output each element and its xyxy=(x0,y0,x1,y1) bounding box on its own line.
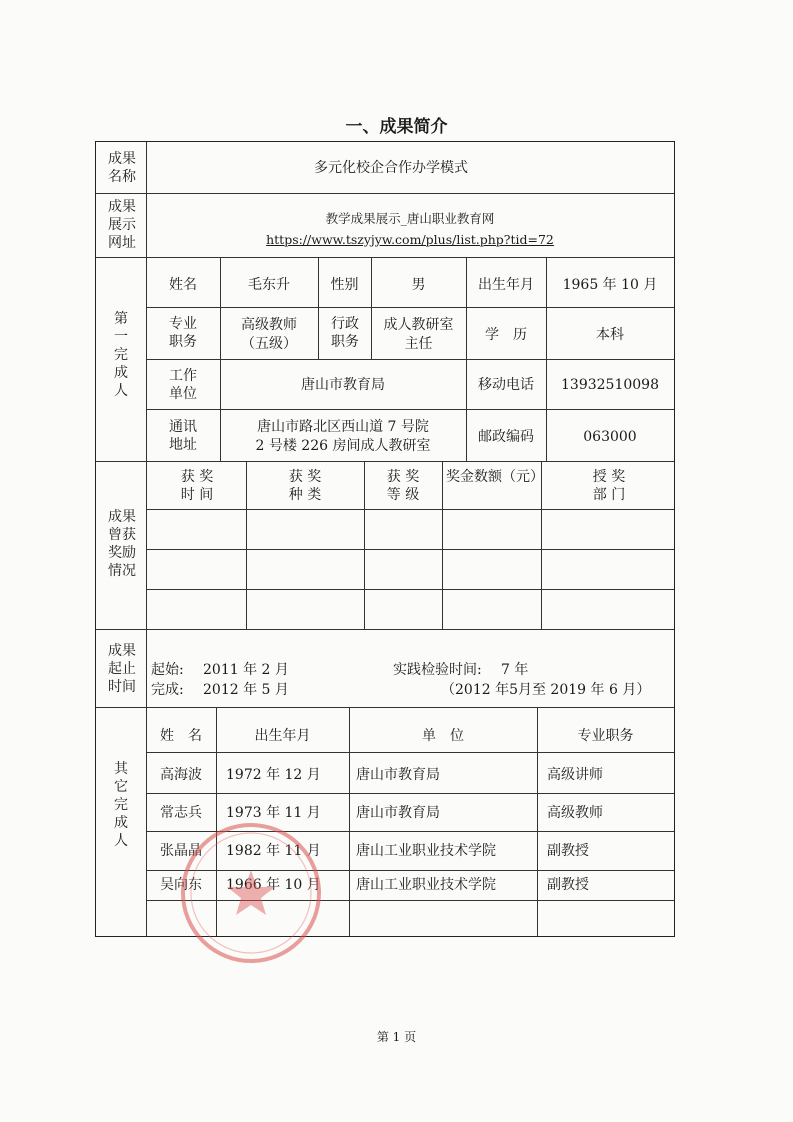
others-header-title: 专业职务 xyxy=(577,728,634,744)
label-work-unit: 工作单位 xyxy=(169,368,197,402)
awards-header-type: 获 奖 种 类 xyxy=(288,469,322,503)
first-person-zip: 063000 xyxy=(583,429,637,445)
label-first-person: 第一完成人 xyxy=(114,311,128,399)
first-person-admin-line2: 主任 xyxy=(404,336,433,352)
label-other-persons: 其它完成人 xyxy=(114,761,128,849)
label-awards: 成果曾获奖励情况 xyxy=(108,509,136,579)
others-header-name: 姓 名 xyxy=(160,728,202,744)
others-row-name: 吴向东 xyxy=(160,877,202,893)
label-address: 通讯地址 xyxy=(169,419,197,453)
label-name: 姓名 xyxy=(169,277,197,293)
others-row-birth: 1972 年 12 月 xyxy=(226,767,321,783)
label-period: 成果起止时间 xyxy=(108,643,136,695)
official-seal-stamp-icon xyxy=(176,818,326,968)
others-row-title: 副教授 xyxy=(547,877,589,893)
first-person-education: 本科 xyxy=(596,327,624,343)
awards-header-amount: 奖金数额（元） xyxy=(446,469,544,485)
others-row-name: 常志兵 xyxy=(160,805,202,821)
others-row-birth: 1982 年 11 月 xyxy=(226,843,321,859)
others-row-title: 副教授 xyxy=(547,843,589,859)
first-person-admin-line1: 成人教研室 xyxy=(383,317,454,333)
label-start: 起始: xyxy=(151,662,184,678)
label-admin: 行政职务 xyxy=(331,316,359,350)
label-outcome-name: 成果名称 xyxy=(108,151,136,185)
others-header-unit: 单 位 xyxy=(422,728,464,744)
others-row-title: 高级讲师 xyxy=(547,767,603,783)
label-title: 专业职务 xyxy=(169,316,197,350)
first-person-gender: 男 xyxy=(411,277,426,293)
period-practice: 7 年 xyxy=(501,662,529,678)
others-row-unit: 唐山市教育局 xyxy=(356,805,440,821)
awards-header-level: 获 奖 等 级 xyxy=(386,469,420,503)
others-row-birth: 1973 年 11 月 xyxy=(226,805,321,821)
awards-header-time: 获 奖 时 间 xyxy=(180,469,214,503)
others-row-name: 张晶晶 xyxy=(160,843,202,859)
first-person-address-line2: 2 号楼 226 房间成人教研室 xyxy=(255,438,431,454)
first-person-birth: 1965 年 10 月 xyxy=(562,277,658,293)
first-person-address-line1: 唐山市路北区西山道 7 号院 xyxy=(257,419,429,435)
others-row-name: 高海波 xyxy=(160,767,202,783)
site-url-link[interactable]: https://www.tszyjyw.com/plus/list.php?tid=72 xyxy=(266,232,554,247)
others-header-birth: 出生年月 xyxy=(254,728,311,744)
others-row-unit: 唐山工业职业技术学院 xyxy=(356,843,496,859)
first-person-name: 毛东升 xyxy=(248,277,290,293)
label-mobile: 移动电话 xyxy=(478,377,534,393)
first-person-title-line2: （五级） xyxy=(241,336,297,352)
first-person-title-line1: 高级教师 xyxy=(241,317,297,333)
first-person-mobile: 13932510098 xyxy=(561,377,659,393)
first-person-unit: 唐山市教育局 xyxy=(301,377,385,393)
site-title: 教学成果展示_唐山职业教育网 xyxy=(325,211,495,226)
label-gender: 性别 xyxy=(330,277,359,293)
label-practice: 实践检验时间: xyxy=(393,662,482,678)
awards-header-department: 授 奖 部 门 xyxy=(592,469,626,503)
others-row-birth: 1966 年 10 月 xyxy=(226,877,321,893)
period-end: 2012 年 5 月 xyxy=(203,682,289,698)
label-end: 完成: xyxy=(151,682,184,698)
others-row-title: 高级教师 xyxy=(547,805,603,821)
page-number: 第 1 页 xyxy=(376,1030,417,1044)
period-start: 2011 年 2 月 xyxy=(203,662,289,678)
outcome-name: 多元化校企合作办学模式 xyxy=(314,160,468,176)
others-row-unit: 唐山市教育局 xyxy=(356,767,440,783)
page-title: 一、成果简介 xyxy=(345,117,448,137)
others-row-unit: 唐山工业职业技术学院 xyxy=(356,877,496,893)
label-zip: 邮政编码 xyxy=(478,429,534,445)
period-practice-range: （2012 年5月至 2019 年 6 月） xyxy=(441,682,651,698)
label-outcome-site: 成果展示网址 xyxy=(108,199,136,251)
label-education: 学 历 xyxy=(485,327,527,343)
label-birth: 出生年月 xyxy=(478,277,534,293)
